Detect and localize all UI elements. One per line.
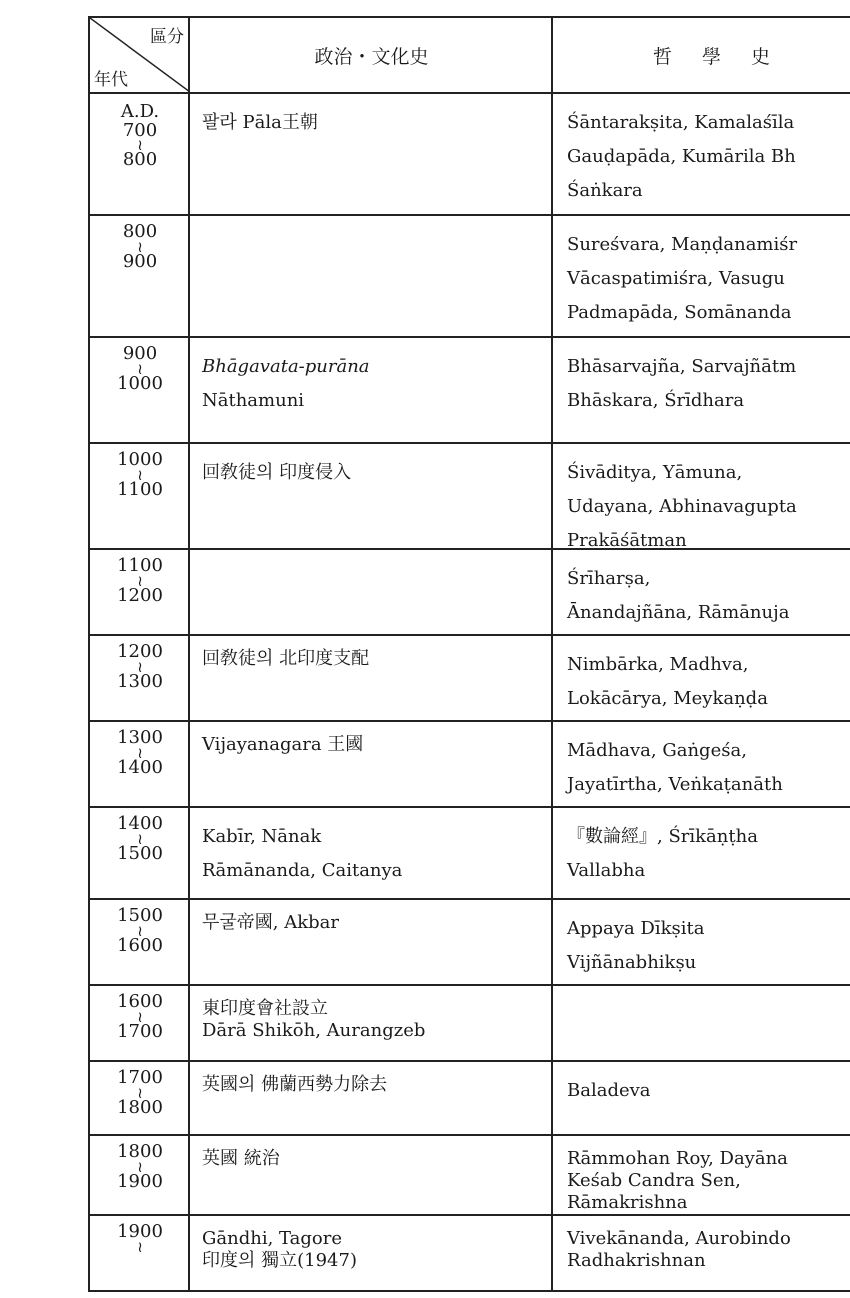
philosophy-cell [553,984,850,1060]
philosopher-entry: Nimbārka, Madhva, [567,654,749,675]
philosopher-entry: Mādhava, Gaṅgeśa, [567,740,747,761]
philosopher-entry: Rāmmohan Roy, Dayāna [567,1148,788,1169]
period-value: 1900 [117,1221,163,1242]
table-row [90,984,850,1060]
philosopher-entry: Śivāditya, Yāmuna, [567,462,743,483]
philosopher-entry: Vijñānabhikṣu [567,952,697,973]
philosopher-entry: Vācaspatimiśra, Vasugu [567,268,785,289]
politics-entry: 回敎徒의 北印度支配 [202,648,370,669]
table-row [90,1134,850,1214]
period-value: 1000 [117,449,163,470]
philosopher-entry: Śrīharṣa, [567,568,651,589]
politics-cell [190,720,553,806]
range-tilde-icon: ≀ [137,1084,143,1102]
table-row [90,634,850,720]
header-category-label: 區分 [150,27,184,47]
philosopher-entry: Keśab Candra Sen, [567,1170,741,1191]
philosophy-cell [553,442,850,548]
philosopher-entry: Padmapāda, Somānanda [567,302,792,323]
period-value: 1100 [117,479,163,500]
range-tilde-icon: ≀ [137,744,143,762]
period-cell [90,1214,190,1292]
philosopher-entry: Appaya Dīkṣita [567,918,705,939]
period-value: 1700 [117,1021,163,1042]
politics-cell [190,1060,553,1134]
range-tilde-icon: ≀ [137,466,143,484]
period-value: 1200 [117,585,163,606]
range-tilde-icon: ≀ [137,658,143,676]
politics-entry: 英國의 佛蘭西勢力除去 [202,1074,388,1095]
politics-cell [190,548,553,634]
header-corner-cell [90,18,190,92]
politics-entry: Gāndhi, Tagore [202,1228,342,1249]
philosopher-entry: Gauḍapāda, Kumārila Bh [567,146,796,167]
period-cell [90,806,190,898]
period-cell [90,1134,190,1214]
period-value: 1700 [117,1067,163,1088]
politics-cell [190,898,553,984]
period-value: 900 [122,251,158,272]
politics-cell [190,214,553,336]
philosophy-cell [553,336,850,442]
philosopher-entry: Bhāskara, Śrīdhara [567,390,745,411]
politics-cell [190,92,553,214]
politics-entry: 팔라 Pāla王朝 [202,112,318,133]
table-row [90,442,850,548]
philosophy-cell [553,548,850,634]
philosopher-entry: Baladeva [567,1080,651,1101]
politics-cell [190,1134,553,1214]
politics-entry: Dārā Shikōh, Aurangzeb [202,1020,426,1041]
period-value: 800 [122,149,158,170]
period-cell [90,548,190,634]
period-value: 700 [122,120,158,141]
politics-entry: 英國 統治 [202,1148,280,1169]
philosophy-cell [553,214,850,336]
philosopher-entry: Jayatīrtha, Veṅkaṭanāth [567,774,783,795]
table-row [90,1060,850,1134]
politics-entry: 무굴帝國, Akbar [202,912,339,933]
period-value: 1800 [117,1097,163,1118]
period-value: 1500 [117,905,163,926]
period-value: 1400 [117,757,163,778]
philosopher-entry: 『數論經』, Śrīkāṇṭha [567,826,758,847]
period-value: 1300 [117,727,163,748]
range-tilde-icon: ≀ [137,238,143,256]
range-tilde-icon: ≀ [137,572,143,590]
philosopher-entry: Lokācārya, Meykaṇḍa [567,688,768,709]
politics-entry: Nāthamuni [202,390,305,411]
philosopher-entry: Rāmakrishna [567,1192,688,1213]
period-cell [90,1060,190,1134]
period-value: 1600 [117,935,163,956]
politics-cell [190,442,553,548]
period-value: 800 [122,221,158,242]
philosopher-entry: Sureśvara, Maṇḍanamiśr [567,234,798,255]
politics-entry: 東印度會社設立 [202,998,328,1019]
table-row [90,898,850,984]
philosopher-entry: Radhakrishnan [567,1250,706,1271]
politics-cell [190,336,553,442]
period-value: 1200 [117,641,163,662]
header-politics: 政治・文化史 [314,45,429,68]
philosopher-entry: Ānandajñāna, Rāmānuja [567,602,790,623]
table-row [90,548,850,634]
range-tilde-icon: ≀ [137,360,143,378]
politics-entry: Vijayanagara 王國 [202,734,364,755]
period-cell [90,634,190,720]
politics-entry: Rāmānanda, Caitanya [202,860,403,881]
philosophy-cell [553,92,850,214]
table-row [90,1214,850,1292]
philosopher-entry: Śaṅkara [567,180,643,201]
philosophy-cell [553,1134,850,1214]
philosopher-entry: Prakāśātman [567,530,687,548]
philosopher-entry: Udayana, Abhinavagupta [567,496,797,517]
philosopher-entry: Vivekānanda, Aurobindo [567,1228,791,1249]
range-tilde-icon: ≀ [137,830,143,848]
period-value: 900 [122,343,158,364]
table-row [90,720,850,806]
table-row [90,806,850,898]
philosopher-entry: Śāntarakṣita, Kamalaśīla [567,112,795,133]
period-cell [90,898,190,984]
period-value: 1400 [117,813,163,834]
header-period-label: 年代 [94,70,128,90]
politics-cell [190,634,553,720]
philosopher-entry: Bhāsarvajña, Sarvajñātm [567,356,797,377]
period-value: 1900 [117,1171,163,1192]
philosophy-cell [553,1060,850,1134]
philosophy-cell [553,634,850,720]
range-tilde-icon: ≀ [137,1008,143,1026]
period-value: 1000 [117,373,163,394]
philosophy-cell [553,806,850,898]
range-tilde-icon: ≀ [137,1158,143,1176]
period-value: 1100 [117,555,163,576]
period-value: A.D. [120,101,160,122]
period-cell [90,720,190,806]
politics-entry: 印度의 獨立(1947) [202,1250,357,1271]
period-cell [90,984,190,1060]
politics-entry: 回敎徒의 印度侵入 [202,462,352,483]
range-tilde-icon: ≀ [137,1238,143,1256]
table-row [90,336,850,442]
politics-entry: Kabīr, Nānak [202,826,322,847]
chronology-table [88,16,850,1292]
table-row [90,92,850,214]
period-value: 1500 [117,843,163,864]
philosopher-entry: Vallabha [567,860,646,881]
period-value: 1600 [117,991,163,1012]
politics-cell [190,1214,553,1292]
period-value: 1800 [117,1141,163,1162]
politics-cell [190,806,553,898]
politics-entry: Bhāgavata-purāna [202,356,370,377]
philosophy-cell [553,898,850,984]
period-cell [90,336,190,442]
range-tilde-icon: ≀ [137,922,143,940]
period-cell [90,442,190,548]
header-philosophy: 哲學史 [653,45,801,68]
period-cell [90,214,190,336]
range-tilde-icon: ≀ [137,136,143,154]
period-cell [90,92,190,214]
politics-cell [190,984,553,1060]
philosophy-cell [553,1214,850,1292]
period-value: 1300 [117,671,163,692]
table-row [90,214,850,336]
philosophy-cell [553,720,850,806]
